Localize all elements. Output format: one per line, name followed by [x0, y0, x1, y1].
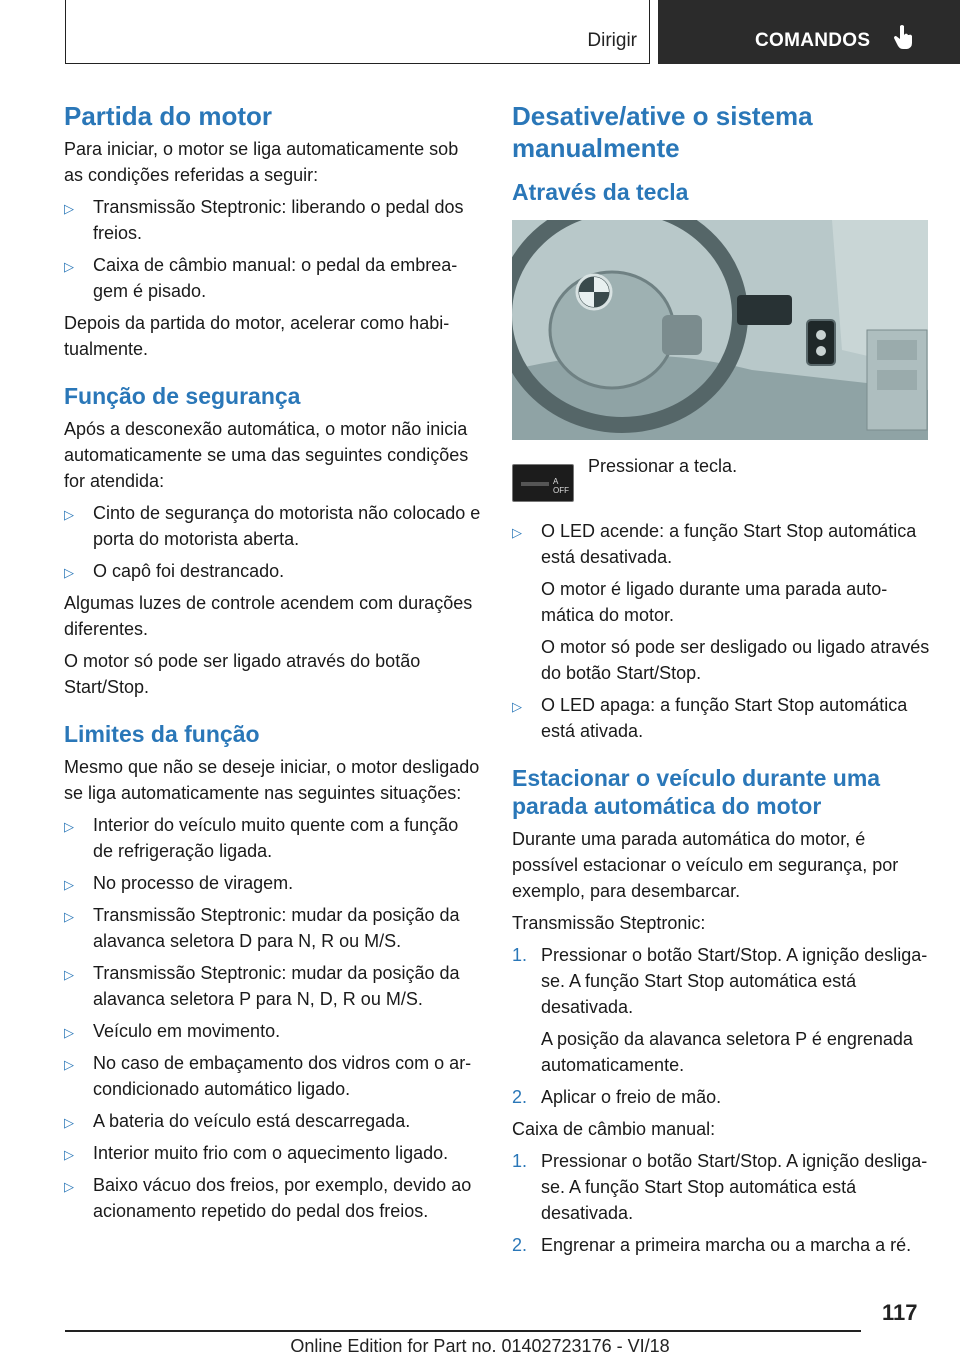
steering-wheel-photo — [512, 220, 928, 440]
intro-text: Para iniciar, o motor se liga automaticamente sob as condições referidas a seguir: — [64, 139, 459, 185]
auto-start-stop-button-icon — [512, 464, 574, 502]
list-item: ▷ No processo de viragem. — [64, 870, 482, 896]
led-on-subtext-2: O motor só pode ser desligado ou ligado através do botão Start/Stop. — [541, 637, 930, 683]
page-number: 117 — [882, 1300, 918, 1325]
triangle-bullet-icon: ▷ — [64, 1179, 74, 1194]
triangle-bullet-icon: ▷ — [512, 699, 522, 714]
triangle-bullet-icon: ▷ — [512, 525, 522, 540]
list-item: ▷ Cinto de segurança do motorista não colocado e porta do motorista aberta. — [64, 503, 481, 549]
list-item: ▷ Baixo vácuo dos freios, por exemplo, devido ao acionamento repetido do pedal dos freios. — [64, 1175, 472, 1221]
press-key-text: Pressionar a tecla. — [588, 456, 738, 476]
park-heading: Estacionar o veículo durante uma parada automática do motor — [512, 765, 881, 819]
list-item: ▷ Transmissão Steptronic: mudar da posição da alavanca seletora P para N, D, R ou M/S. — [64, 963, 460, 1009]
triangle-bullet-icon: ▷ — [64, 819, 74, 834]
list-item: 1. Pressionar o botão Start/Stop. A ignição desliga-se. A função Start Stop automática está desativada. — [512, 1151, 928, 1223]
list-item: ▷ Interior muito frio com o aquecimento ligado. — [64, 1140, 482, 1166]
button-row — [512, 456, 932, 506]
triangle-bullet-icon: ▷ — [64, 1147, 74, 1162]
left-column — [64, 100, 482, 1230]
safety-heading: Função de segurança — [64, 383, 301, 409]
triangle-bullet-icon: ▷ — [64, 259, 74, 274]
list-item: ▷ O capô foi destrancado. — [64, 558, 482, 584]
list-item: ▷ O LED apaga: a função Start Stop automática está ativada. — [512, 695, 908, 741]
safety-list — [64, 500, 482, 584]
limits-heading: Limites da função — [64, 721, 260, 747]
intro-list — [64, 194, 482, 304]
footer-divider — [65, 1330, 861, 1332]
intro-after-text: Depois da partida do motor, acelerar como habitualmente. — [64, 313, 450, 359]
right-column — [512, 100, 932, 1264]
triangle-bullet-icon: ▷ — [64, 565, 74, 580]
triangle-bullet-icon: ▷ — [64, 201, 74, 216]
button-off-label: A OFF — [553, 477, 569, 495]
steptronic-label: Transmissão Steptronic: — [512, 913, 706, 933]
list-item: ▷ Veículo em movimento. — [64, 1018, 482, 1044]
steptronic-steps — [512, 942, 932, 1110]
list-item: ▷ Transmissão Steptronic: liberando o pedal dos freios. — [64, 197, 464, 243]
hand-pointer-icon — [894, 24, 914, 50]
triangle-bullet-icon: ▷ — [64, 909, 74, 924]
safety-after-text-2: O motor só pode ser ligado através do botão Start/Stop. — [64, 651, 421, 697]
list-item: ▷ Interior do veículo muito quente com a função de refrigeração ligada. — [64, 815, 459, 861]
manual-toggle-heading: Desative/ative o sistema manualmente — [512, 101, 813, 163]
list-item: 1. Pressionar o botão Start/Stop. A ignição desliga-se. A função Start Stop automática está desativada. A posição da alavanca seletora P é engrenada automaticamente. — [512, 942, 932, 1078]
list-item: ▷ A bateria do veículo está descarregada. — [64, 1108, 482, 1134]
triangle-bullet-icon: ▷ — [64, 877, 74, 892]
section-title: Dirigir — [587, 30, 637, 51]
led-indicator — [521, 482, 549, 486]
safety-after-text-1: Algumas luzes de controle acendem com durações diferentes. — [64, 593, 473, 639]
list-item: ▷ O LED acende: a função Start Stop automática está desativada. O motor é ligado durante uma parada automática do motor. O motor só pode ser desligado ou ligado através do botão Start/Stop. — [512, 518, 932, 686]
engine-start-heading: Partida do motor — [64, 101, 273, 131]
manual-steps — [512, 1148, 932, 1258]
chapter-tab — [658, 0, 960, 64]
header-frame — [65, 0, 650, 64]
steering-wheel-illustration — [512, 220, 928, 440]
triangle-bullet-icon: ▷ — [64, 507, 74, 522]
key-heading: Através da tecla — [512, 179, 689, 205]
led-list — [512, 518, 932, 744]
led-on-subtext-1: O motor é ligado durante uma parada automática do motor. — [541, 579, 888, 625]
footer-edition: Online Edition for Part no. 01402723176 - VI/18 — [290, 1336, 670, 1356]
triangle-bullet-icon: ▷ — [64, 1115, 74, 1130]
triangle-bullet-icon: ▷ — [64, 967, 74, 982]
step-subtext: A posição da alavanca seletora P é engrenada automaticamente. — [541, 1029, 913, 1075]
list-item: 2. Engrenar a primeira marcha ou a marcha a ré. — [512, 1235, 912, 1255]
chapter-label: COMANDOS — [755, 30, 871, 51]
list-item: ▷ Transmissão Steptronic: mudar da posição da alavanca seletora D para N, R ou M/S. — [64, 905, 460, 951]
park-text: Durante uma parada automática do motor, é possível estacionar o veículo em segurança, por exemplo, para desembarcar. — [512, 829, 899, 901]
triangle-bullet-icon: ▷ — [64, 1025, 74, 1040]
safety-text: Após a desconexão automática, o motor não inicia automaticamente se uma das seguintes condições for atendida: — [64, 419, 469, 491]
list-item: ▷ Caixa de câmbio manual: o pedal da embreagem é pisado. — [64, 255, 458, 301]
manual-label: Caixa de câmbio manual: — [512, 1119, 716, 1139]
list-item: 2. Aplicar o freio de mão. — [512, 1087, 722, 1107]
limits-text: Mesmo que não se deseje iniciar, o motor desligado se liga automaticamente nas seguintes situações: — [64, 757, 480, 803]
triangle-bullet-icon: ▷ — [64, 1057, 74, 1072]
limits-list — [64, 812, 482, 1224]
list-item: ▷ No caso de embaçamento dos vidros com o ar-condicionado automático ligado. — [64, 1053, 472, 1099]
